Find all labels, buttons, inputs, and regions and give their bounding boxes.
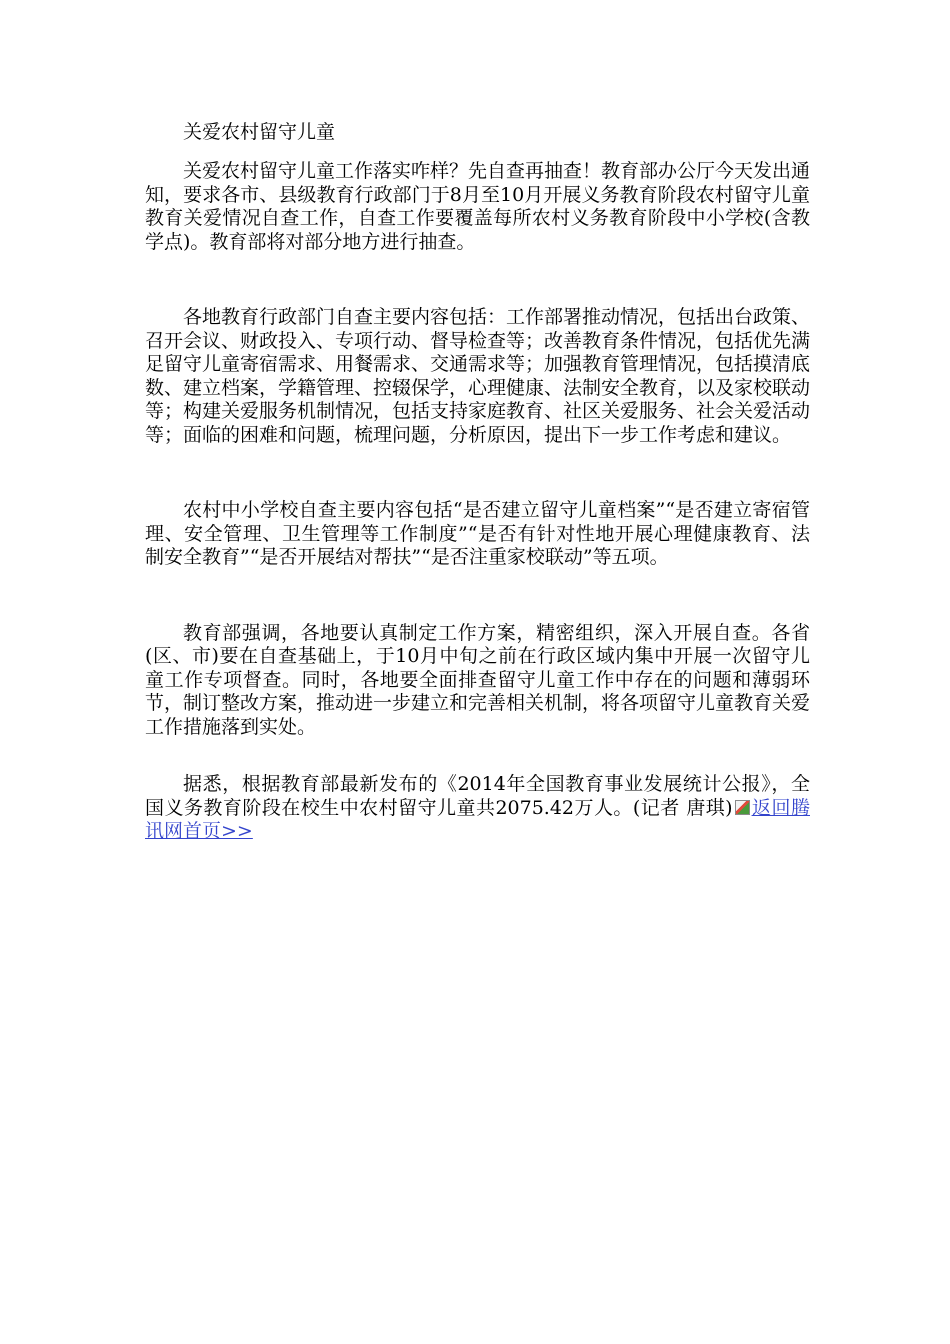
broken-image-icon — [735, 800, 750, 815]
document-title: 关爱农村留守儿童 — [183, 121, 336, 143]
return-home-link[interactable]: 返回腾讯网首页>> — [145, 796, 810, 842]
paragraph-school-self-check: 农村中小学校自查主要内容包括“是否建立留守儿童档案”“是否建立寄宿管理、安全管理、卫生管理等工作制度”“是否有针对性地开展心理健康教育、法制安全教育”“是否开展结对帮扶”“是否注重家校联动”等五项。 — [145, 499, 810, 568]
paragraph-intro: 关爱农村留守儿童工作落实咋样？先自查再抽查！教育部办公厅今天发出通知，要求各市、县级教育行政部门于8月至10月开展义务教育阶段农村留守儿童教育关爱情况自查工作，自查工作要覆盖每所农村义务教育阶段中小学校(含教学点)。教育部将对部分地方进行抽查。 — [145, 160, 811, 253]
paragraph-statistics — [145, 773, 810, 844]
paragraph-ministry-emphasis: 教育部强调，各地要认真制定工作方案，精密组织，深入开展自查。各省(区、市)要在自查基础上，于10月中旬之前在行政区域内集中开展一次留守儿童工作专项督查。同时，各地要全面排查留守儿童工作中存在的问题和薄弱环节，制订整改方案，推动进一步建立和完善相关机制，将各项留守儿童教育关爱工作措施落到实处。 — [145, 621, 811, 738]
statistics-text: 据悉，根据教育部最新发布的《2014年全国教育事业发展统计公报》，全国义务教育阶段在校生中农村留守儿童共2075.42万人。(记者 唐琪) — [145, 773, 810, 819]
document-page — [145, 118, 810, 844]
paragraph-local-self-check: 各地教育行政部门自查主要内容包括：工作部署推动情况，包括出台政策、召开会议、财政投入、专项行动、督导检查等；改善教育条件情况，包括优先满足留守儿童寄宿需求、用餐需求、交通需求等；加强教育管理情况，包括摸清底数、建立档案，学籍管理、控辍保学，心理健康、法制安全教育，以及家校联动等；构建关爱服务机制情况，包括支持家庭教育、社区关爱服务、社会关爱活动等；面临的困难和问题，梳理问题，分析原因，提出下一步工作考虑和建议。 — [145, 306, 811, 446]
